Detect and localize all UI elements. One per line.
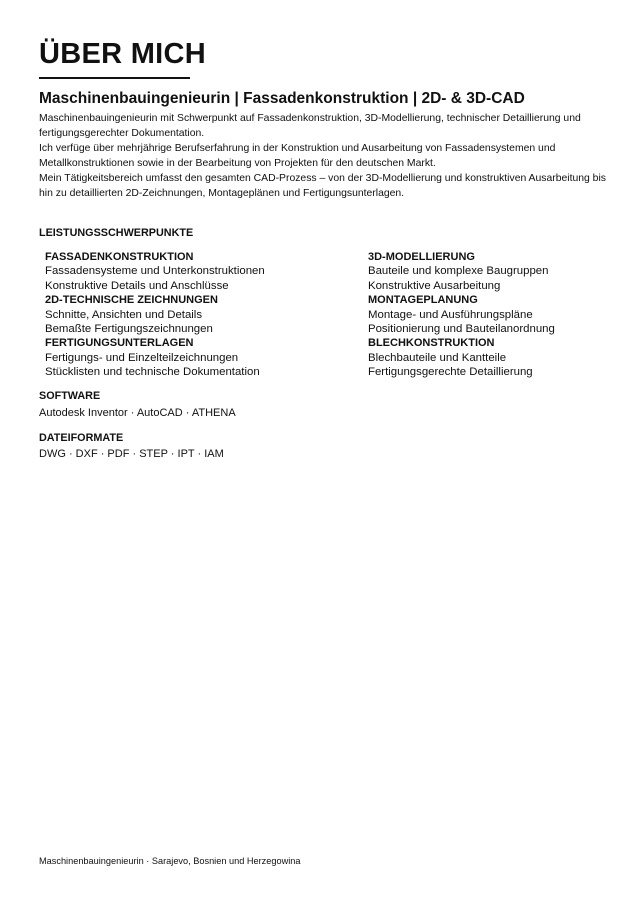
focus-item: Konstruktive Ausarbeitung xyxy=(368,279,501,292)
focus-item: Fertigungsgerechte Detaillierung xyxy=(368,366,533,379)
formats-list: DWG · DXF · PDF · STEP · IPT · IAM xyxy=(39,448,224,460)
profile-subtitle: Maschinenbauingenieurin | Fassadenkonstruktion | 2D- & 3D-CAD xyxy=(39,90,525,107)
intro-text xyxy=(39,111,609,201)
intro-paragraph: Mein Tätigkeitsbereich umfasst den gesamten CAD-Prozess – von der 3D-Modellierung und konstruktiven Ausarbeitung bis hin zu detaillierten 2D-Zeichnungen, Montageplänen und Fertigungsunterlagen. xyxy=(39,173,606,199)
software-heading: SOFTWARE xyxy=(39,390,101,402)
focus-column-left xyxy=(45,250,345,380)
focus-group-title: FERTIGUNGSUNTERLAGEN xyxy=(45,337,194,350)
focus-item: Schnitte, Ansichten und Details xyxy=(45,308,203,321)
focus-item: Bauteile und komplexe Baugruppen xyxy=(368,265,549,278)
focus-group-title: 3D-MODELLIERUNG xyxy=(368,251,475,263)
software-list: Autodesk Inventor · AutoCAD · ATHENA xyxy=(39,407,236,419)
focus-heading: LEISTUNGSSCHWERPUNKTE xyxy=(39,227,194,239)
intro-paragraph: Ich verfüge über mehrjährige Berufserfahrung in der Konstruktion und Ausarbeitung von Fassadensystemen und Metallkonstruktionen sowie in der Bearbeitung von Projekten für den deutschen Markt. xyxy=(39,143,556,169)
page-footer: Maschinenbauingenieurin · Sarajevo, Bosnien und Herzegowina xyxy=(39,856,301,866)
focus-item: Montage- und Ausführungspläne xyxy=(368,308,533,321)
focus-item: Blechbauteile und Kantteile xyxy=(368,351,507,364)
focus-column-right xyxy=(368,250,608,380)
focus-item: Stücklisten und technische Dokumentation xyxy=(45,366,260,379)
focus-group-title: MONTAGEPLANUNG xyxy=(368,294,478,307)
focus-item: Fertigungs- und Einzelteilzeichnungen xyxy=(45,351,239,364)
focus-group-title: BLECHKONSTRUKTION xyxy=(368,337,495,350)
focus-group-title: FASSADENKONSTRUKTION xyxy=(45,251,194,263)
focus-group-title: 2D-TECHNISCHE ZEICHNUNGEN xyxy=(45,294,218,307)
focus-item: Fassadensysteme und Unterkonstruktionen xyxy=(45,265,265,278)
focus-item: Positionierung und Bauteilanordnung xyxy=(368,323,555,336)
page-title: ÜBER MICH xyxy=(39,38,207,70)
focus-item: Konstruktive Details und Anschlüsse xyxy=(45,279,229,292)
focus-item: Bemaßte Fertigungszeichnungen xyxy=(45,323,213,336)
formats-heading: DATEIFORMATE xyxy=(39,432,124,444)
intro-paragraph: Maschinenbauingenieurin mit Schwerpunkt auf Fassadenkonstruktion, 3D-Modellierung, technischer Detaillierung und fertigungsgerechter Dokumentation. xyxy=(39,113,581,139)
title-underline xyxy=(39,77,190,79)
